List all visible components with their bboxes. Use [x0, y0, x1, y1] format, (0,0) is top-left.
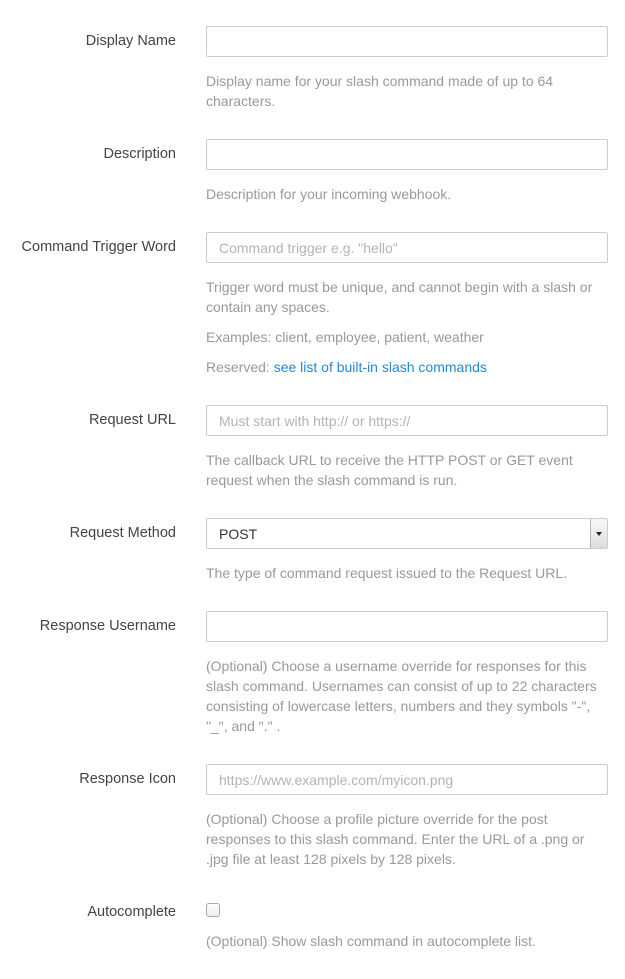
trigger-word-label: Command Trigger Word — [21, 239, 176, 255]
form-group-request-method — [0, 518, 625, 583]
autocomplete-label: Autocomplete — [87, 904, 176, 920]
request-url-input[interactable] — [206, 405, 608, 436]
trigger-word-help-examples: Examples: client, employee, patient, weather — [206, 329, 484, 345]
response-username-label: Response Username — [39, 618, 176, 634]
form-group-display-name — [0, 26, 625, 111]
trigger-word-help-unique: Trigger word must be unique, and cannot begin with a slash or contain any spaces. — [206, 279, 593, 315]
reserved-prefix: Reserved: — [206, 359, 274, 375]
trigger-word-input[interactable] — [206, 232, 608, 263]
trigger-word-help-reserved — [206, 357, 608, 377]
form-group-request-url — [0, 405, 625, 490]
request-url-help: The callback URL to receive the HTTP POST or GET event request when the slash command is run. — [206, 452, 573, 488]
description-input[interactable] — [206, 139, 608, 170]
response-icon-label: Response Icon — [79, 771, 176, 787]
built-in-commands-link[interactable]: see list of built-in slash commands — [273, 359, 487, 375]
form-group-trigger-word — [0, 232, 625, 377]
response-username-help: (Optional) Choose a username override for responses for this slash command. Usernames can consist of up to 22 characters consisting of lowercase letters, numbers and they symbols "-", "_", and "." . — [206, 658, 597, 734]
description-label: Description — [103, 146, 176, 162]
autocomplete-checkbox[interactable] — [206, 903, 220, 917]
response-icon-input[interactable] — [206, 764, 608, 795]
display-name-help: Display name for your slash command made of up to 64 characters. — [206, 73, 554, 109]
request-method-select[interactable] — [206, 518, 608, 549]
autocomplete-help: (Optional) Show slash command in autocomplete list. — [206, 933, 536, 949]
slash-command-settings-form — [0, 26, 625, 951]
form-group-response-username — [0, 611, 625, 736]
form-group-response-icon — [0, 764, 625, 869]
form-group-autocomplete — [0, 897, 625, 951]
request-method-help: The type of command request issued to the Request URL. — [206, 565, 568, 581]
form-group-description — [0, 139, 625, 204]
response-username-input[interactable] — [206, 611, 608, 642]
request-method-label: Request Method — [69, 525, 176, 541]
request-url-label: Request URL — [88, 412, 176, 428]
response-icon-help: (Optional) Choose a profile picture override for the post responses to this slash command. Enter the URL of a .png or .jpg file at least 128 pixels by 128 pixels. — [206, 811, 585, 867]
display-name-label: Display Name — [85, 33, 176, 49]
display-name-input[interactable] — [206, 26, 608, 57]
description-help: Description for your incoming webhook. — [206, 186, 452, 202]
